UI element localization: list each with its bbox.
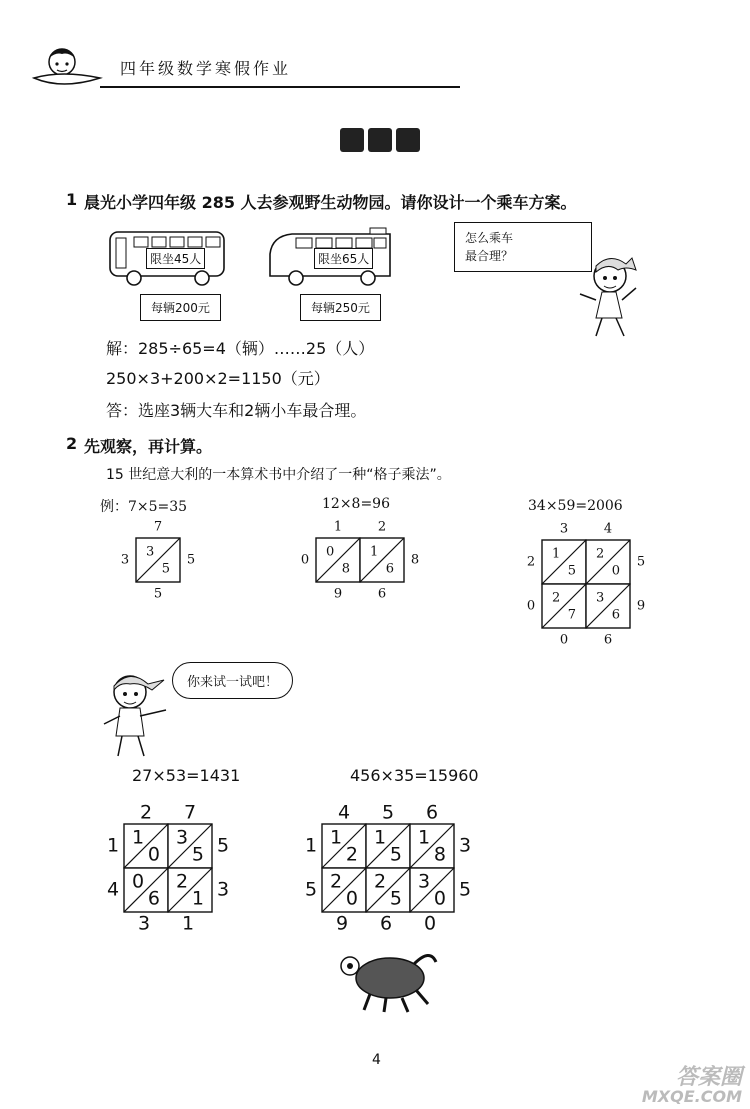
grid-bottom-digit: 5	[153, 586, 163, 602]
watermark-line2: MXQE.COM	[641, 1087, 742, 1106]
cell-ones-digit: 5	[389, 843, 402, 866]
cell-ones-digit: 5	[567, 563, 577, 579]
q2-title: 先观察，再计算。	[84, 437, 213, 456]
grid-top-digit: 5	[381, 801, 395, 824]
cell-ones-digit: 0	[345, 887, 358, 910]
cell-tens-digit: 2	[595, 546, 605, 562]
cell-ones-digit: 6	[147, 887, 160, 910]
grid-top-digit: 2	[377, 519, 387, 535]
grid-top-digit: 6	[425, 801, 439, 824]
problem2-label: 456×35=15960	[350, 766, 479, 785]
cell-ones-digit: 0	[611, 563, 621, 579]
header-title: 四年级数学寒假作业	[120, 59, 292, 78]
cell-ones-digit: 5	[161, 561, 171, 577]
grid-right-digit: 5	[636, 554, 646, 570]
cell-tens-digit: 2	[176, 870, 189, 893]
example2-grid	[296, 518, 426, 606]
grid-top-digit: 7	[183, 801, 197, 824]
cell-tens-digit: 3	[418, 870, 431, 893]
grid-left-digit: 4	[106, 878, 120, 901]
small-bus-sign: 限坐45人	[146, 248, 205, 269]
grid-bottom-digit: 9	[335, 912, 349, 935]
section-badge	[340, 128, 420, 152]
grid-right-digit: 3	[216, 878, 230, 901]
grid-right-digit: 3	[458, 834, 472, 857]
grid-top-digit: 2	[139, 801, 153, 824]
cell-ones-digit: 7	[567, 607, 577, 623]
grid-top-digit: 4	[603, 521, 613, 537]
girl-cartoon-image	[566, 248, 656, 344]
q1-answer: 答：选座3辆大车和2辆小车最合理。	[106, 401, 367, 420]
grid-right-digit: 5	[458, 878, 472, 901]
large-bus-price: 每辆250元	[300, 294, 381, 321]
cell-tens-digit: 0	[132, 870, 145, 893]
grid-top-digit: 7	[153, 519, 163, 535]
cell-ones-digit: 2	[345, 843, 358, 866]
cell-tens-digit: 1	[374, 826, 387, 849]
q1-speech-bubble: 怎么乘车 最合理？	[454, 222, 592, 272]
cell-ones-digit: 0	[433, 887, 446, 910]
grid-bottom-digit: 1	[181, 912, 195, 935]
q2-intro: 15 世纪意大利的一本算术书中介绍了一种“格子乘法”。	[106, 467, 451, 483]
cell-ones-digit: 5	[389, 887, 402, 910]
grid-top-digit: 4	[337, 801, 351, 824]
grid-bottom-digit: 6	[379, 912, 393, 935]
grid-left-digit: 1	[304, 834, 318, 857]
boy-cartoon-image	[90, 662, 180, 762]
example3-grid	[522, 520, 652, 646]
cell-ones-digit: 8	[341, 561, 351, 577]
large-bus-sign: 限坐65人	[314, 248, 373, 269]
header-mascot-image	[28, 40, 108, 90]
cell-tens-digit: 2	[330, 870, 343, 893]
example2-label: 12×8=96	[322, 496, 390, 512]
q2-number: 2	[66, 434, 78, 453]
cell-tens-digit: 3	[595, 590, 605, 606]
grid-bottom-digit: 3	[137, 912, 151, 935]
problem1-grid	[98, 800, 248, 940]
grid-left-digit: 2	[526, 554, 536, 570]
header-rule	[100, 86, 460, 88]
grid-left-digit: 1	[106, 834, 120, 857]
cell-tens-digit: 1	[369, 544, 379, 560]
cell-tens-digit: 2	[551, 590, 561, 606]
example1-grid	[116, 518, 196, 606]
small-bus-price: 每辆200元	[140, 294, 221, 321]
grid-right-digit: 8	[410, 552, 420, 568]
cell-tens-digit: 3	[145, 544, 155, 560]
cell-tens-digit: 3	[176, 826, 189, 849]
grid-bottom-digit: 6	[377, 586, 387, 602]
problem1-label: 27×53=1431	[132, 766, 241, 785]
watermark	[642, 1067, 742, 1105]
cell-ones-digit: 6	[385, 561, 395, 577]
q1-solution-line2: 250×3+200×2=1150（元）	[106, 369, 330, 388]
grid-left-digit: 0	[300, 552, 310, 568]
page-number: 4	[372, 1052, 381, 1068]
bug-cartoon-image	[330, 944, 440, 1014]
cell-ones-digit: 0	[147, 843, 160, 866]
q1-text: 晨光小学四年级 285 人去参观野生动物园。请你设计一个乘车方案。	[84, 193, 577, 212]
grid-top-digit: 3	[559, 521, 569, 537]
cell-tens-digit: 1	[132, 826, 145, 849]
grid-bottom-digit: 0	[423, 912, 437, 935]
cell-tens-digit: 1	[330, 826, 343, 849]
q2-speech-bubble: 你来试一试吧！	[172, 662, 293, 699]
grid-bottom-digit: 6	[603, 632, 613, 646]
grid-left-digit: 5	[304, 878, 318, 901]
cell-tens-digit: 1	[418, 826, 431, 849]
cell-ones-digit: 5	[191, 843, 204, 866]
cell-ones-digit: 8	[433, 843, 446, 866]
cell-ones-digit: 6	[611, 607, 621, 623]
example3-label: 34×59=2006	[528, 498, 623, 514]
grid-left-digit: 0	[526, 598, 536, 614]
cell-tens-digit: 0	[325, 544, 335, 560]
q1-number: 1	[66, 190, 78, 209]
grid-bottom-digit: 9	[333, 586, 343, 602]
cell-ones-digit: 1	[191, 887, 204, 910]
grid-right-digit: 9	[636, 598, 646, 614]
grid-left-digit: 3	[120, 552, 130, 568]
cell-tens-digit: 2	[374, 870, 387, 893]
example1-label: 例：7×5=35	[100, 499, 188, 515]
watermark-line1: 答案圈	[675, 1065, 742, 1090]
problem2-grid	[296, 800, 486, 940]
grid-right-digit: 5	[216, 834, 230, 857]
grid-top-digit: 1	[333, 519, 343, 535]
cell-tens-digit: 1	[551, 546, 561, 562]
q1-solution-line1: 解：285÷65=4（辆）……25（人）	[106, 339, 375, 358]
grid-bottom-digit: 0	[559, 632, 569, 646]
grid-right-digit: 5	[186, 552, 196, 568]
